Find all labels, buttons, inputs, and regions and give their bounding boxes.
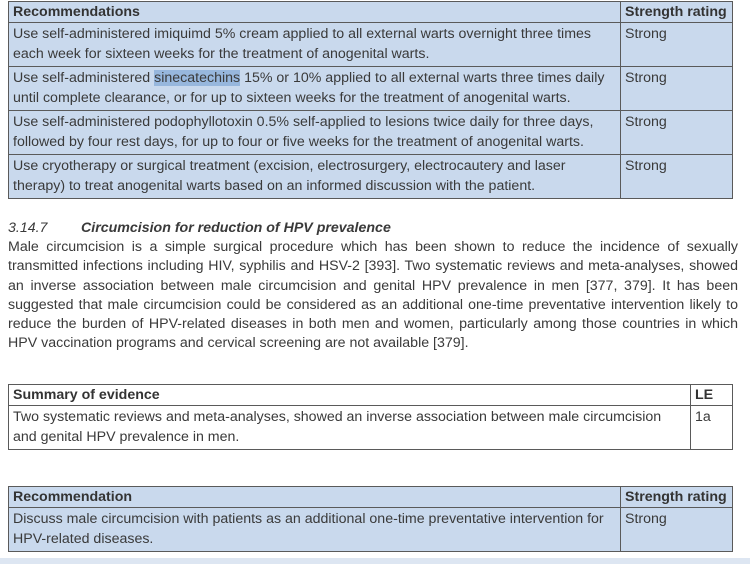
table-row — [9, 155, 733, 199]
table-row — [9, 406, 733, 450]
table-header-row — [9, 2, 733, 23]
column-header-summary-of-evidence: Summary of evidence — [9, 385, 691, 406]
summary-of-evidence-table — [8, 384, 733, 450]
table-row — [9, 111, 733, 155]
bottom-strip — [0, 558, 750, 564]
column-header-recommendation: Recommendation — [9, 487, 621, 508]
strength-rating: Strong — [621, 67, 733, 111]
section-number: 3.14.7 — [8, 220, 48, 236]
recommendation-text: Use cryotherapy or surgical treatment (excision, electrosurgery, electrocautery and laser therapy) to treat anogenital warts based on an informed discussion with the patient. — [9, 155, 621, 199]
recommendation-text: Use self-administered imiquimd 5% cream applied to all external warts overnight three times each week for sixteen weeks for the treatment of anogenital warts. — [9, 23, 621, 67]
text-segment: 15% or 10% applied to all external warts three times daily until complete clearance, or for up to sixteen weeks for the treatment of anogenital warts. — [13, 70, 605, 106]
recommendation-text: Use self-administered podophyllotoxin 0.5% self-applied to lesions twice daily for three days, followed by four rest days, for up to four or five weeks for the treatment of anogenital warts. — [9, 111, 621, 155]
column-header-le: LE — [691, 385, 733, 406]
evidence-text: Two systematic reviews and meta-analyses, showed an inverse association between male circumcision and genital HPV prevalence in men. — [9, 406, 691, 450]
recommendations-table — [8, 1, 733, 199]
recommendation-table — [8, 486, 733, 552]
table-header-row — [9, 487, 733, 508]
strength-rating: Strong — [621, 155, 733, 199]
section-circumcision — [8, 219, 738, 354]
strength-rating: Strong — [621, 111, 733, 155]
section-title: Circumcision for reduction of HPV prevalence — [81, 220, 391, 236]
table-row — [9, 23, 733, 67]
section-heading — [8, 219, 738, 238]
section-body-paragraph: Male circumcision is a simple surgical procedure which has been shown to reduce the incidence of sexually transmitted infections including HIV, syphilis and HSV-2 [393]. Two systematic reviews and meta-analyses, showed an inverse association between male circumcision and genital HPV prevalence in men [377, 379]. It has been suggested that male circumcision could be considered as an additional one-time preventative intervention likely to reduce the burden of HPV-related diseases in both men and women, particularly among those countries in which HPV vaccination programs and cervical screening are not available [379]. — [8, 239, 738, 352]
level-of-evidence: 1a — [691, 406, 733, 450]
selected-text-highlight[interactable]: sinecatechins — [154, 70, 241, 86]
recommendation-text — [9, 67, 621, 111]
table-header-row — [9, 385, 733, 406]
text-segment: Use self-administered — [13, 70, 155, 86]
column-header-strength-rating: Strength rating — [621, 487, 733, 508]
recommendation-text: Discuss male circumcision with patients as an additional one-time preventative intervention for HPV-related diseases. — [9, 508, 621, 552]
table-row — [9, 508, 733, 552]
column-header-recommendations: Recommendations — [9, 2, 621, 23]
table-row — [9, 67, 733, 111]
strength-rating: Strong — [621, 508, 733, 552]
column-header-strength-rating: Strength rating — [621, 2, 733, 23]
strength-rating: Strong — [621, 23, 733, 67]
